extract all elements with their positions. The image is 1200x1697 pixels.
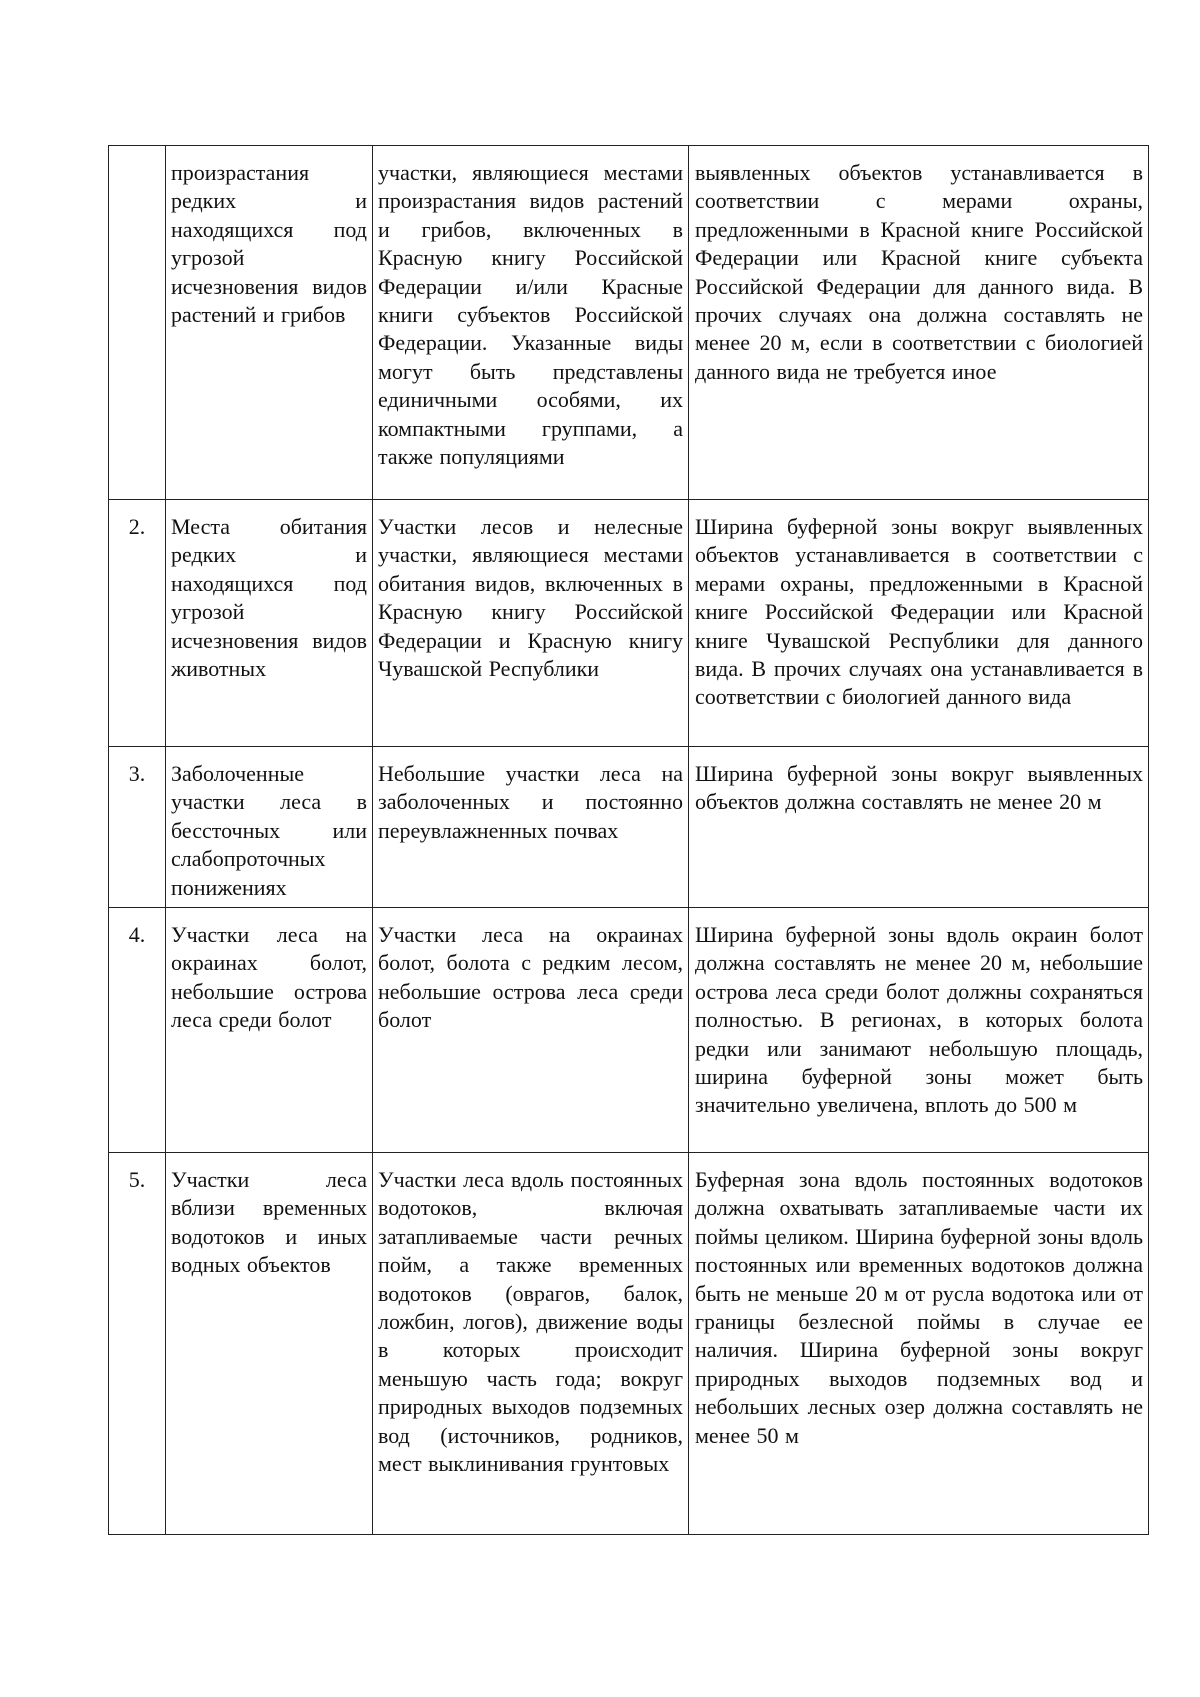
table-row <box>109 500 1149 747</box>
object-name-cell: произрастания редких и находящихся под угрозой исчезновения видов растений и грибов <box>166 146 373 500</box>
row-number <box>109 146 166 500</box>
object-name-cell: Места обитания редких и находящихся под угрозой исчезновения видов животных <box>166 500 373 747</box>
table-row <box>109 146 1149 500</box>
buffer-zone-cell: выявленных объектов устанавливается в соответствии с мерами охраны, предложенными в Красной книге Российской Федерации или Красной книге субъекта Российской Федерации для данного вида. В прочих случаях она должна составлять не менее 20 м, если в соответствии с биологией данного вида не требуется иное <box>689 146 1149 500</box>
object-description-cell: Участки леса вдоль постоянных водотоков, включая затапливаемые части речных пойм, а также временных водотоков (оврагов, балок, ложбин, логов), движение воды в которых происходит меньшую часть года; вокруг природных выходов подземных вод (источников, родников, мест выклинивания грунтовых <box>373 1153 689 1535</box>
table-row <box>109 1153 1149 1535</box>
row-number: 3. <box>109 747 166 908</box>
row-number: 4. <box>109 908 166 1153</box>
buffer-zone-cell: Ширина буферной зоны вокруг выявленных объектов должна составлять не менее 20 м <box>689 747 1149 908</box>
object-name-cell: Заболоченные участки леса в бессточных или слабопроточных понижениях <box>166 747 373 908</box>
object-name-cell: Участки леса вблизи временных водотоков и иных водных объектов <box>166 1153 373 1535</box>
row-number: 5. <box>109 1153 166 1535</box>
object-description-cell: Участки лесов и нелесные участки, являющиеся местами обитания видов, включенных в Красную книгу Российской Федерации и Красную книгу Чувашской Республики <box>373 500 689 747</box>
row-number: 2. <box>109 500 166 747</box>
object-description-cell: участки, являющиеся местами произрастания видов растений и грибов, включенных в Красную книгу Российской Федерации и/или Красные книги субъектов Российской Федерации. Указанные виды могут быть представлены единичными особями, их компактными группами, а также популяциями <box>373 146 689 500</box>
buffer-zone-cell: Буферная зона вдоль постоянных водотоков должна охватывать затапливаемые части их поймы целиком. Ширина буферной зоны вдоль постоянных или временных водотоков должна быть не меньше 20 м от русла водотока или от границы безлесной поймы в случае ее наличия. Ширина буферной зоны вокруг природных выходов подземных вод и небольших лесных озер должна составлять не менее 50 м <box>689 1153 1149 1535</box>
table-row <box>109 908 1149 1153</box>
buffer-zone-cell: Ширина буферной зоны вокруг выявленных объектов устанавливается в соответствии с мерами охраны, предложенными в Красной книге Российской Федерации или Красной книге Чувашской Республики для данного вида. В прочих случаях она устанавливается в соответствии с биологией данного вида <box>689 500 1149 747</box>
object-name-cell: Участки леса на окраинах болот, небольшие острова леса среди болот <box>166 908 373 1153</box>
table-row <box>109 747 1149 908</box>
protected-forest-areas-table <box>108 145 1149 1535</box>
buffer-zone-cell: Ширина буферной зоны вдоль окраин болот должна составлять не менее 20 м, небольшие острова леса среди болот должны сохраняться полностью. В регионах, в которых болота редки или занимают небольшую площадь, ширина буферной зоны может быть значительно увеличена, вплоть до 500 м <box>689 908 1149 1153</box>
object-description-cell: Участки леса на окраинах болот, болота с редким лесом, небольшие острова леса среди болот <box>373 908 689 1153</box>
object-description-cell: Небольшие участки леса на заболоченных и постоянно переувлажненных почвах <box>373 747 689 908</box>
